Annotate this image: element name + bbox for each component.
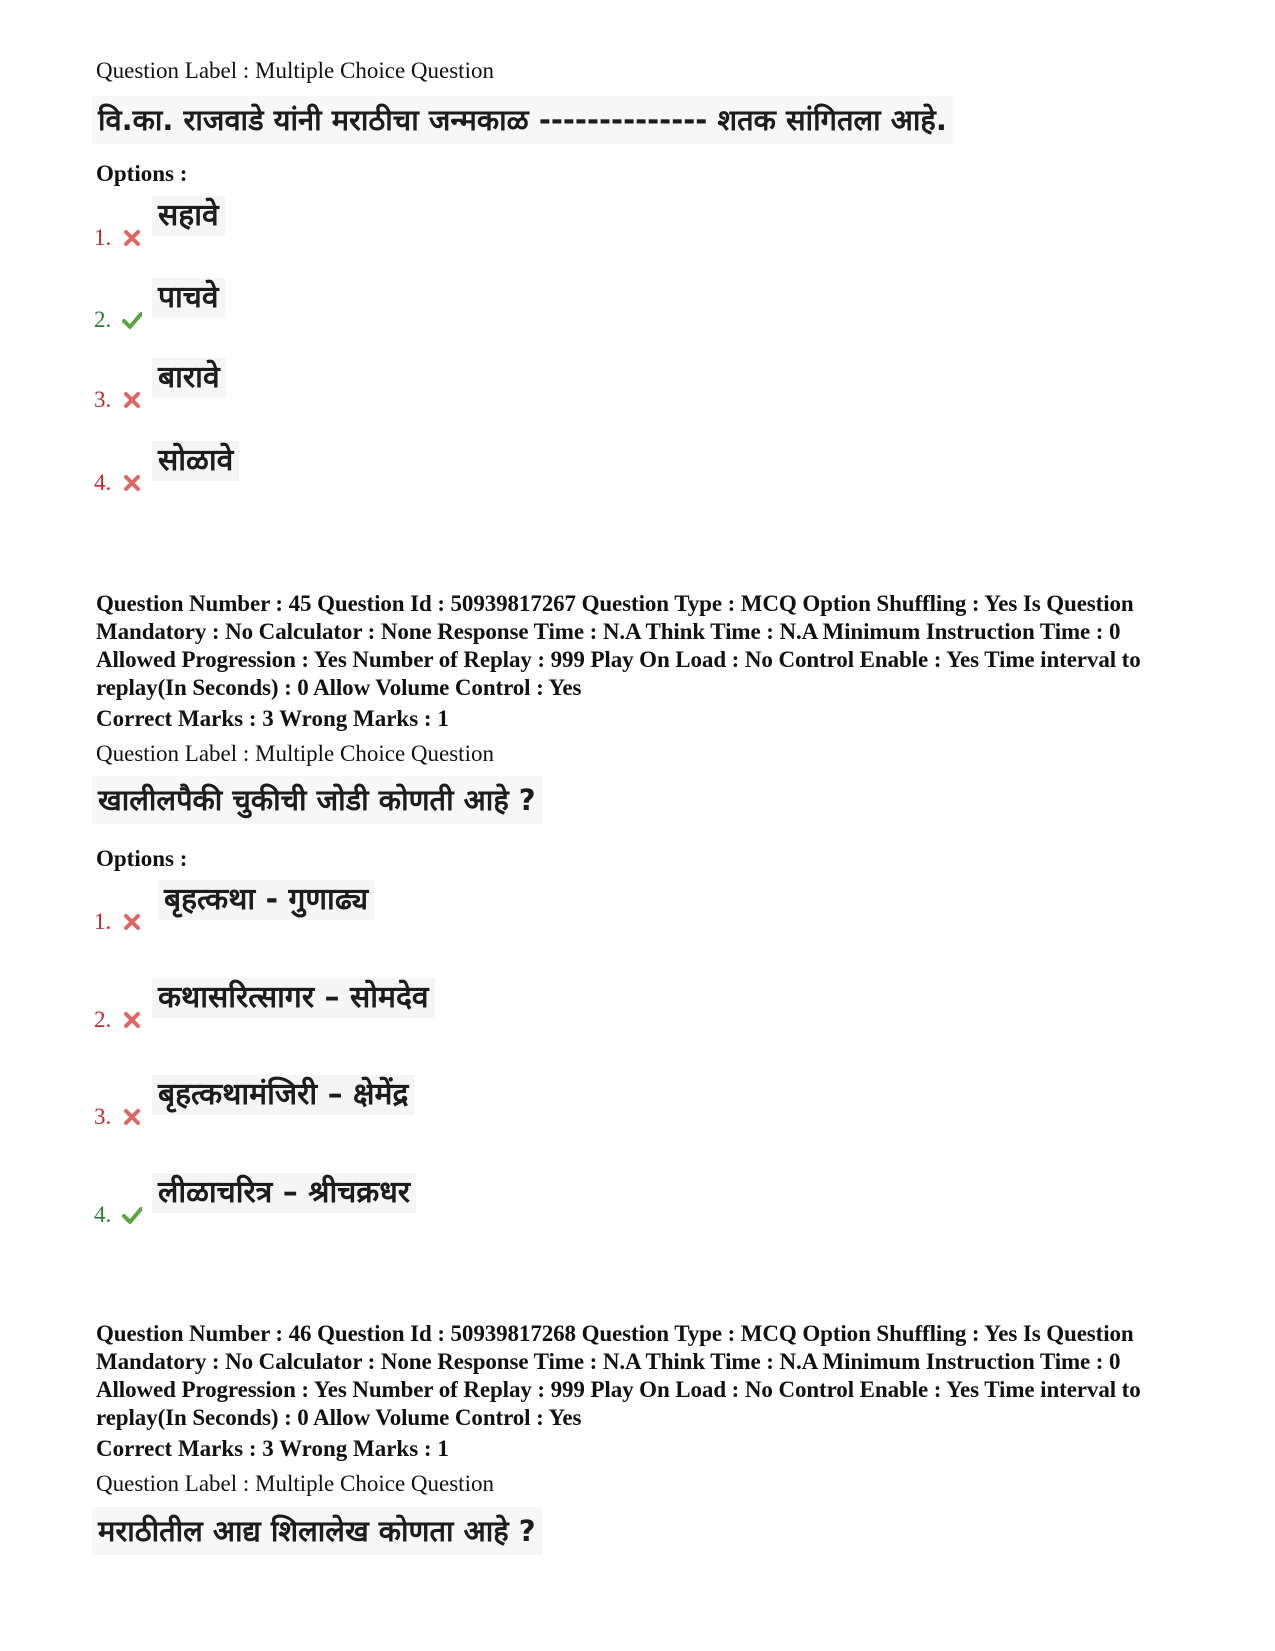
option-text: लीळाचरित्र – श्रीचक्रधर	[152, 1173, 416, 1213]
option-number: 4.	[94, 1202, 112, 1227]
option-number: 4.	[94, 470, 112, 495]
option-text: पाचवे	[152, 278, 225, 318]
question-label: Question Label : Multiple Choice Question	[96, 741, 494, 766]
option-number: 1.	[94, 225, 112, 250]
cross-icon	[122, 228, 142, 248]
option-number: 2.	[94, 307, 112, 332]
option-number: 1.	[94, 909, 112, 934]
option-text: कथासरित्सागर – सोमदेव	[152, 978, 435, 1018]
option-text: सोळावे	[152, 441, 239, 481]
option-text: बारावे	[152, 358, 226, 398]
question-label: Question Label : Multiple Choice Question	[96, 1471, 494, 1496]
question-meta: Question Number : 45 Question Id : 50939817267 Question Type : MCQ Option Shuffling : Yes Is Question Mandatory : No Calculator : None Response Time : N.A Think Time : N.A Minimum Instruction Time : 0 Allowed Progression : Yes Number of Replay : 999 Play On Load : No Control Enable : Yes Time interval to replay(In Seconds) : 0 Allow Volume Control : Yes	[96, 591, 1141, 700]
option-text: बृहत्कथामंजिरी – क्षेमेंद्र	[152, 1075, 414, 1115]
check-icon	[122, 1205, 142, 1225]
cross-icon	[122, 1010, 142, 1030]
cross-icon	[122, 1107, 142, 1127]
option-number: 2.	[94, 1007, 112, 1032]
option-text: बृहत्कथा - गुणाढ्य	[158, 880, 374, 920]
option-text: सहावे	[152, 196, 225, 236]
option-number: 3.	[94, 387, 112, 412]
question-meta: Question Number : 46 Question Id : 50939817268 Question Type : MCQ Option Shuffling : Yes Is Question Mandatory : No Calculator : None Response Time : N.A Think Time : N.A Minimum Instruction Time : 0 Allowed Progression : Yes Number of Replay : 999 Play On Load : No Control Enable : Yes Time interval to replay(In Seconds) : 0 Allow Volume Control : Yes	[96, 1321, 1141, 1430]
question-marks: Correct Marks : 3 Wrong Marks : 1	[96, 1436, 449, 1461]
question-marks: Correct Marks : 3 Wrong Marks : 1	[96, 706, 449, 731]
options-heading: Options :	[96, 846, 188, 871]
question-text: वि.का. राजवाडे यांनी मराठीचा जन्मकाळ -------------- शतक सांगितला आहे.	[92, 96, 953, 144]
check-icon	[122, 310, 142, 330]
question-text: मराठीतील आद्य शिलालेख कोणता आहे ?	[92, 1507, 542, 1555]
question-label: Question Label : Multiple Choice Question	[96, 58, 494, 83]
cross-icon	[122, 912, 142, 932]
question-text: खालीलपैकी चुकीची जोडी कोणती आहे ?	[92, 776, 542, 824]
cross-icon	[122, 473, 142, 493]
cross-icon	[122, 390, 142, 410]
option-number: 3.	[94, 1104, 112, 1129]
options-heading: Options :	[96, 161, 188, 186]
